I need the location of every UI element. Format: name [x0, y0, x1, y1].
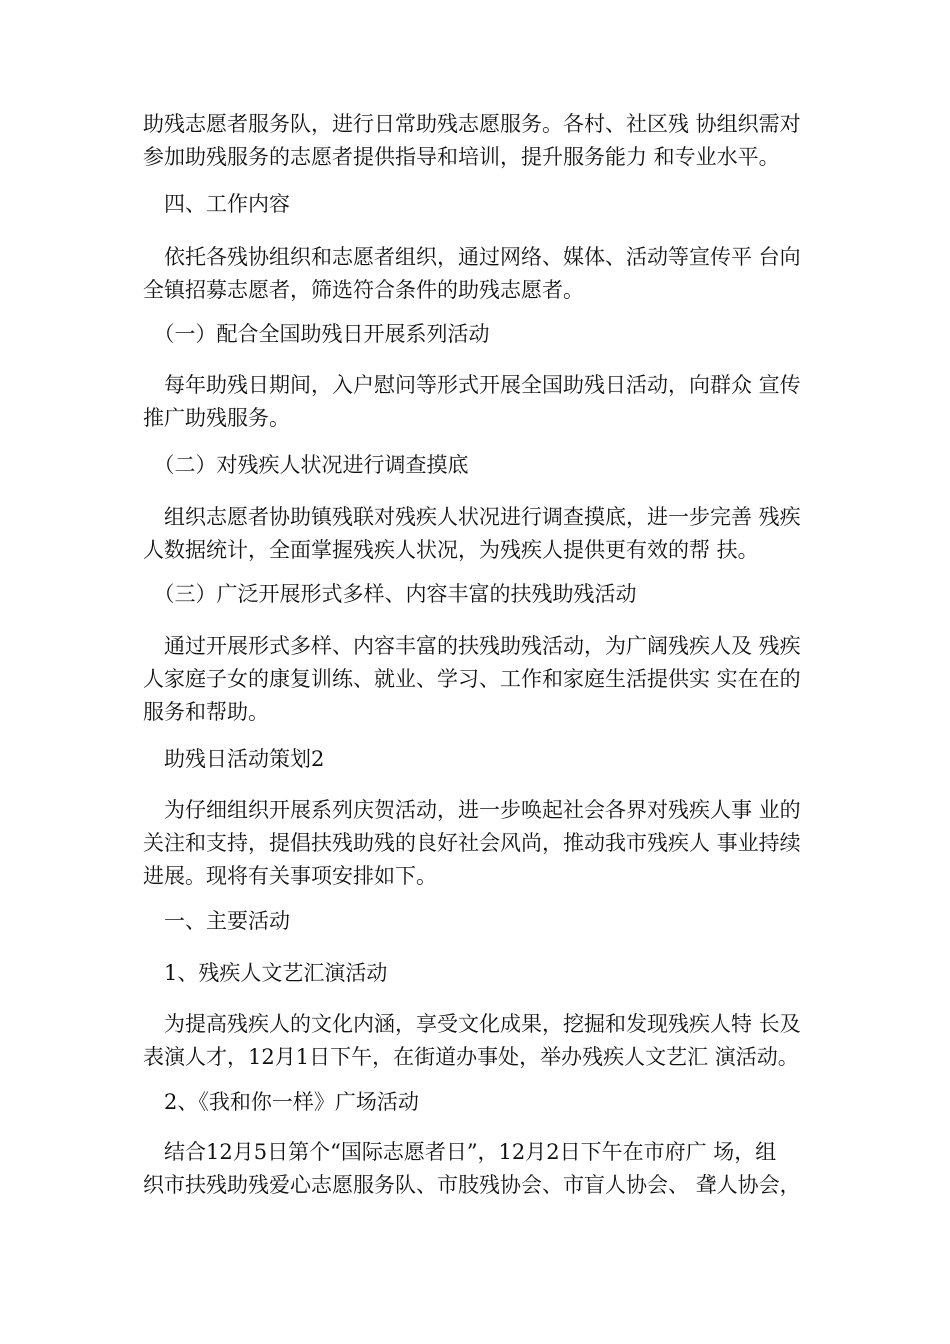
text-line: 结合12月5日第个“国际志愿者日”，12月2日下午在市府广 场，组	[143, 1140, 777, 1164]
subsection-heading	[143, 1086, 843, 1119]
text-line: 1、残疾人文艺汇演活动	[143, 961, 388, 985]
subsection-heading	[143, 957, 843, 990]
text-line: 推广助残服务。	[143, 406, 290, 430]
subsection-heading	[143, 578, 843, 611]
text-line: 一、主要活动	[143, 909, 290, 933]
subsection-heading	[143, 449, 843, 482]
text-line: 通过开展形式多样、内容丰富的扶残助残活动，为广阔残疾人及 残疾	[143, 634, 801, 658]
text-line: 每年助残日期间，入户慰问等形式开展全国助残日活动，向群众 宣传	[143, 373, 801, 397]
text-line: 四、工作内容	[143, 192, 290, 216]
section-heading	[143, 905, 843, 938]
text-line: 为提高残疾人的文化内涵，享受文化成果，挖掘和发现残疾人特 长及	[143, 1012, 801, 1036]
body-paragraph	[143, 1008, 843, 1074]
text-line: 全镇招募志愿者，筛选符合条件的助残志愿者。	[143, 278, 584, 302]
body-paragraph	[143, 241, 843, 307]
body-paragraph	[143, 794, 843, 893]
text-line: 为仔细组织开展系列庆贺活动，进一步唤起社会各界对残疾人事 业的	[143, 798, 801, 822]
text-line: 服务和帮助。	[143, 700, 269, 724]
text-line: 进展。现将有关事项安排如下。	[143, 864, 437, 888]
text-line: 关注和支持，提倡扶残助残的良好社会风尚，推动我市残疾人 事业持续	[143, 831, 801, 855]
text-line: 织市扶残助残爱心志愿服务队、市肢残协会、市盲人协会、 聋人协会，	[143, 1173, 801, 1197]
text-line: 人家庭子女的康复训练、就业、学习、工作和家庭生活提供实 实在在的	[143, 667, 801, 691]
section-heading	[143, 188, 843, 221]
body-paragraph	[143, 1136, 843, 1202]
body-paragraph	[143, 108, 843, 174]
text-line: 组织志愿者协助镇残联对残疾人状况进行调查摸底，进一步完善 残疾	[143, 505, 801, 529]
text-line: 助残日活动策划2	[143, 747, 325, 771]
body-paragraph	[143, 630, 843, 729]
text-line: 依托各残协组织和志愿者组织，通过网络、媒体、活动等宣传平 台向	[143, 245, 801, 269]
text-line: 助残志愿者服务队，进行日常助残志愿服务。各村、社区残 协组织需对	[143, 112, 801, 136]
body-paragraph	[143, 501, 843, 567]
section-heading	[143, 743, 843, 776]
subsection-heading	[143, 318, 843, 351]
text-line: 人数据统计，全面掌握残疾人状况，为残疾人提供更有效的帮 扶。	[143, 538, 759, 562]
body-paragraph	[143, 369, 843, 435]
text-line: 2、《我和你一样》广场活动	[143, 1090, 419, 1114]
text-line: （一）配合全国助残日开展系列活动	[143, 322, 490, 346]
text-line: 参加助残服务的志愿者提供指导和培训，提升服务能力 和专业水平。	[143, 145, 780, 169]
text-line: （二）对残疾人状况进行调查摸底	[143, 453, 469, 477]
text-line: 表演人才，12月1日下午，在街道办事处，举办残疾人文艺汇 演活动。	[143, 1045, 799, 1069]
text-line: （三）广泛开展形式多样、内容丰富的扶残助残活动	[143, 582, 637, 606]
